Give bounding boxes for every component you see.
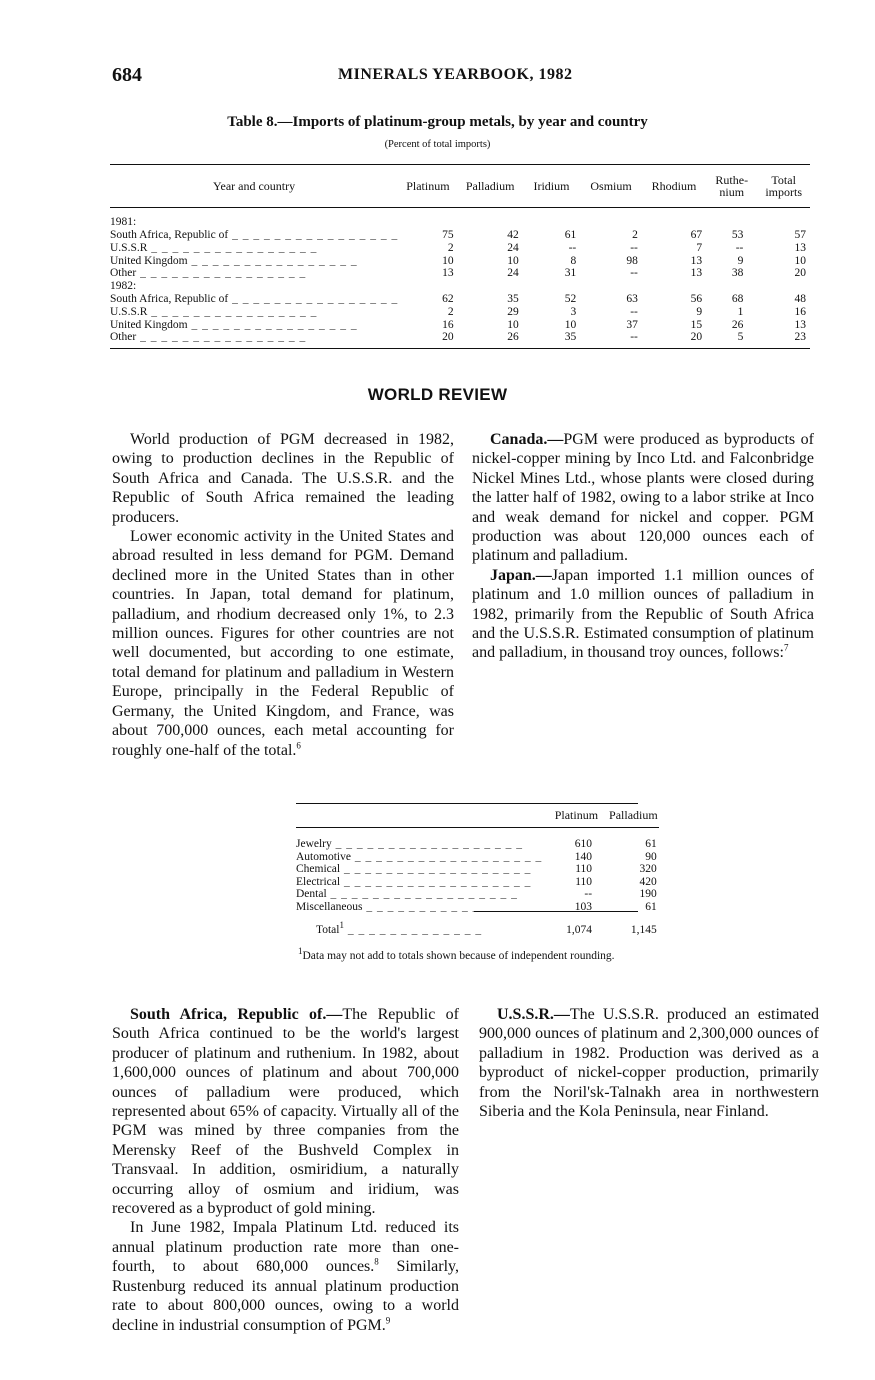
column-header-palladium: Palladium	[458, 165, 523, 208]
table-cell: 29	[507, 305, 519, 318]
table-row	[110, 293, 810, 306]
body-column-right-top	[472, 430, 814, 663]
country-label	[110, 267, 398, 280]
country-label	[110, 293, 398, 306]
table-cell: --	[735, 241, 744, 254]
table-cell	[706, 280, 757, 293]
column-header-iridium: Iridium	[523, 165, 581, 208]
total-palladium: 1,145	[630, 924, 657, 936]
table-cell: 15	[690, 318, 703, 331]
table-cell: 62	[442, 292, 454, 305]
palladium-cell: 90	[645, 850, 657, 863]
table-cell: 9	[737, 254, 744, 267]
row-label: Automotive	[296, 850, 351, 863]
table-cell: 13	[690, 267, 703, 280]
column-header-rhodium: Rhodium	[642, 165, 706, 208]
country-label	[110, 242, 398, 255]
impala-text: In June 1982, Impala Platinum Ltd. reduced its annual platinum production rate more than one-fourth, to about 680,000 ounces.	[112, 1219, 459, 1276]
table-cell	[642, 208, 706, 229]
table-cell: 37	[626, 318, 638, 331]
year-label	[110, 280, 398, 293]
table-cell: --	[568, 241, 577, 254]
table-cell: 10	[442, 254, 454, 267]
platinum-cell: 140	[574, 850, 593, 863]
leader-dots: _ _ _ _ _ _ _ _ _ _ _ _ _ _ _ _ _ _	[340, 875, 532, 888]
row-label: Jewelry	[296, 838, 332, 850]
column-header-ruthenium: Ruthe- nium	[706, 165, 757, 208]
japan-table-footnote	[298, 946, 638, 963]
table-cell: 13	[794, 318, 806, 331]
leader-dots: _ _ _ _ _ _ _ _ _ _ _ _ _ _ _ _	[187, 254, 358, 267]
running-title: MINERALS YEARBOOK, 1982	[338, 66, 573, 83]
table-row	[110, 229, 810, 242]
row-label: South Africa, Republic of	[110, 292, 229, 305]
table-cell: 16	[794, 305, 806, 318]
table-row	[110, 267, 810, 280]
row-label: United Kingdom	[110, 318, 188, 331]
table-cell: --	[630, 267, 638, 280]
row-label: Other	[110, 331, 137, 344]
row-label: U.S.S.R	[110, 305, 148, 318]
ussr-text: The U.S.S.R. produced an estimated 900,000 ounces of platinum and 2,300,000 ounces of palladium in 1982. Production was derived as a byproduct of nickel-copper production, primarily from the Noril'sk-Talnakh area in northwestern Siberia and the Kola Peninsula, near Finland.	[479, 1006, 819, 1121]
use-category-label	[296, 888, 554, 901]
japan-consumption-table	[296, 803, 658, 937]
table-cell: 35	[564, 331, 577, 344]
row-label: U.S.S.R	[110, 241, 148, 254]
table-cell: 31	[564, 267, 577, 280]
platinum-cell: 110	[575, 863, 593, 875]
japan-text: Japan imported 1.1 million ounces of platinum and 1.0 million ounces of palladium in 1982, primarily from the Republic of South Africa and the U.S.S.R. Estimated consumption of platinum and palladium, in thousand troy ounces, follows:	[472, 566, 814, 662]
total-footnote-ref: 1	[339, 920, 344, 931]
table-cell: 38	[731, 267, 744, 280]
country-label	[110, 306, 398, 319]
leader-dots: _ _ _ _ _ _ _ _ _ _ _ _ _ _ _ _	[187, 318, 358, 331]
leader-dots: _ _ _ _ _ _ _ _ _ _ _ _ _ _ _ _ _ _	[331, 838, 524, 850]
table-cell: 1	[737, 305, 744, 318]
column-header-year-country: Year and country	[110, 165, 398, 208]
japan-table-footnote-text: Data may not add to totals shown because of independent rounding.	[302, 950, 615, 962]
south-africa-text: The Republic of South Africa continued to be the world's largest producer of platinum and ruthenium. In 1982, about 1,600,000 ounces of platinum and about 700,000 ounces of palladium were produced, which represented about 65% of capacity. Virtually all of the PGM was mined by three companies from the Merensky Reef of the Bushveld Complex in Transvaal. In addition, osmiridium, a naturally occurring alloy of osmium and iridium, was recovered as a byproduct of gold mining.	[112, 1006, 460, 1218]
table-cell	[757, 280, 810, 293]
leader-dots: _ _ _ _ _ _ _ _ _ _ _ _ _ _ _ _ _ _	[340, 863, 532, 875]
table-cell: 42	[507, 228, 519, 241]
paragraph-demand-text: Lower economic activity in the United States and abroad resulted in less demand for PGM. Demand declined more in the United States than in other countries. In Japan, total demand for platinum, palladium, and rhodium decreased only 1%, to 2.3 million ounces. Figures for other countries are not well documented, but according to one estimate, total demand for platinum and palladium in Western Europe, principally in the Federal Republic of Germany, the United Kingdom, and France, was about 700,000 ounces, each metal accounting for roughly one-half of the total.	[112, 528, 454, 759]
row-label: Dental	[296, 888, 327, 900]
leader-dots: _ _ _ _ _ _ _ _ _ _ _ _ _ _ _ _	[147, 305, 318, 318]
table-cell	[458, 280, 523, 293]
use-category-label	[296, 863, 554, 876]
table-cell: 26	[507, 331, 519, 344]
table-row	[110, 331, 810, 348]
paragraph-japan	[472, 566, 814, 663]
footnote-ref-8: 8	[374, 1256, 379, 1267]
paragraph-world-production: World production of PGM decreased in 1982, owing to production declines in the Republic of South Africa and Canada. The U.S.S.R. and the Republic of South Africa remained the leading producers.	[112, 431, 454, 526]
column-header-total-imports: Total imports	[757, 165, 810, 208]
paragraph-demand	[112, 527, 454, 760]
table-cell: 20	[690, 331, 703, 344]
paragraph-ussr	[479, 1005, 819, 1121]
leader-dots: _ _ _ _ _ _ _ _ _ _ _ _ _ _ _ _	[136, 267, 307, 280]
leader-dots: _ _ _ _ _ _ _ _ _ _ _ _ _ _ _ _ _ _	[326, 888, 518, 900]
table-cell: 10	[507, 318, 519, 331]
table-row	[110, 254, 810, 267]
row-label: 1981:	[110, 216, 137, 229]
table-cell: 35	[507, 292, 519, 305]
leader-dots: _ _ _ _ _ _ _ _ _ _ _ _ _ _ _ _	[147, 241, 318, 254]
column-header-palladium: Palladium	[608, 804, 659, 828]
row-label: 1982:	[110, 280, 137, 293]
leader-dots: _ _ _ _ _ _ _ _ _ _ _ _ _ _ _ _	[228, 228, 399, 241]
table-cell: 13	[442, 267, 454, 280]
table-row	[296, 876, 659, 889]
table-cell	[580, 208, 642, 229]
table-8-header-row	[110, 165, 810, 208]
body-column-left-top	[112, 430, 454, 760]
table-row	[110, 242, 810, 255]
leader-dots: _ _ _ _ _ _ _ _ _ _ _ _ _ _ _ _ _ _	[350, 850, 543, 863]
country-label	[110, 318, 398, 331]
table-cell: 2	[447, 241, 454, 254]
year-label	[110, 208, 398, 229]
table-cell	[523, 280, 581, 293]
footnote-mark-1: 1	[298, 946, 303, 957]
leader-dots: _ _ _ _ _ _ _ _ _ _ _ _ _	[343, 924, 483, 936]
palladium-cell: 61	[645, 900, 657, 913]
table-cell: 13	[690, 254, 703, 267]
palladium-cell: 61	[645, 838, 657, 850]
table-cell	[398, 280, 457, 293]
column-header-osmium: Osmium	[580, 165, 642, 208]
palladium-cell: 190	[639, 888, 657, 900]
table-cell: 24	[507, 241, 519, 254]
table-cell: 23	[794, 331, 806, 344]
table-cell: 98	[626, 254, 638, 267]
country-label	[110, 331, 398, 348]
footnote-ref-6: 6	[296, 740, 301, 751]
table-cell	[757, 208, 810, 229]
table-cell: --	[630, 241, 638, 254]
table-cell: 63	[626, 292, 638, 305]
rustenburg-text: Similarly, Rustenburg reduced its annual platinum production rate to about 800,000 ounces, owing to a world decline in industrial consumption of PGM.	[112, 1258, 460, 1334]
table-row	[110, 306, 810, 319]
platinum-cell: --	[584, 888, 593, 900]
leader-dots: _ _ _ _ _ _ _ _ _ _ _ _ _ _ _ _ _ _	[362, 900, 554, 913]
table-row	[110, 318, 810, 331]
table-cell: 75	[442, 228, 454, 241]
table-cell: 57	[794, 228, 806, 241]
table-cell: 67	[690, 228, 703, 241]
table-cell	[580, 280, 642, 293]
table-cell: 16	[442, 318, 454, 331]
table-cell: 9	[696, 305, 703, 318]
japan-run-in-head: Japan.—	[490, 566, 552, 584]
canada-text: PGM were produced as byproducts of nickel-copper mining by Inco Ltd. and Falconbridge Nickel Mines Ltd., whose plants were closed during the latter half of 1982, owing to a labor strike at Inco and weak demand for nickel and copper. PGM production was about 120,000 ounces each of platinum and palladium.	[472, 431, 814, 565]
page-number: 684	[112, 64, 142, 86]
palladium-cell: 320	[639, 863, 657, 875]
row-label: Electrical	[296, 875, 341, 888]
paragraph-south-africa	[112, 1005, 459, 1218]
table-row	[296, 863, 659, 876]
use-category-label	[296, 828, 554, 851]
footnote-ref-7: 7	[783, 643, 789, 654]
footnote-ref-9: 9	[385, 1315, 391, 1326]
table-cell	[523, 208, 581, 229]
table-cell: --	[630, 331, 638, 344]
table-8-subtitle: (Percent of total imports)	[384, 139, 491, 150]
table-cell: 13	[794, 241, 806, 254]
table-cell: 53	[731, 228, 744, 241]
table-cell: 56	[690, 292, 703, 305]
table-cell	[398, 208, 457, 229]
table-cell: 7	[696, 241, 703, 254]
table-cell: 68	[731, 292, 744, 305]
japan-table-stub-header	[296, 804, 554, 828]
table-cell: 48	[794, 292, 806, 305]
country-label	[110, 254, 398, 267]
column-header-platinum: Platinum	[554, 804, 608, 828]
table-row	[110, 208, 810, 229]
table-cell: 61	[564, 228, 577, 241]
total-row	[296, 914, 659, 937]
table-cell	[458, 208, 523, 229]
table-row	[110, 280, 810, 293]
table-cell: 8	[570, 254, 577, 267]
palladium-cell: 420	[639, 875, 657, 888]
table-cell: 5	[737, 331, 744, 344]
row-label: South Africa, Republic of	[110, 228, 229, 241]
row-label: United Kingdom	[110, 254, 188, 267]
total-label: Total	[316, 924, 340, 936]
total-label-cell	[296, 914, 554, 937]
leader-dots: _ _ _ _ _ _ _ _ _ _ _ _ _ _ _ _	[136, 331, 307, 344]
paragraph-impala	[112, 1218, 459, 1334]
use-category-label	[296, 876, 554, 889]
canada-run-in-head: Canada.—	[490, 431, 564, 448]
table-cell: 20	[794, 267, 806, 280]
leader-dots: _ _ _ _ _ _ _ _ _ _ _ _ _ _ _ _	[228, 292, 399, 305]
body-column-right-bottom	[479, 1005, 819, 1121]
table-cell: 10	[507, 254, 519, 267]
table-cell: 10	[794, 254, 806, 267]
table-cell: 52	[564, 292, 577, 305]
table-cell: 10	[564, 318, 577, 331]
column-header-platinum: Platinum	[398, 165, 457, 208]
south-africa-run-in-head: South Africa, Republic of.—	[130, 1006, 343, 1023]
table-cell: 2	[447, 305, 454, 318]
table-cell: 20	[442, 331, 454, 344]
row-label: Chemical	[296, 863, 341, 875]
paragraph-canada	[472, 430, 814, 566]
table-cell	[642, 280, 706, 293]
total-rule	[474, 911, 638, 912]
table-cell: --	[630, 305, 638, 318]
table-8	[110, 164, 810, 349]
table-cell	[706, 208, 757, 229]
table-cell: 2	[632, 228, 638, 241]
row-label: Other	[110, 267, 137, 280]
row-label: Miscellaneous	[296, 900, 363, 913]
table-cell: 3	[570, 305, 577, 318]
platinum-cell: 110	[575, 875, 593, 888]
platinum-cell: 610	[574, 838, 593, 850]
table-cell: 24	[507, 267, 519, 280]
table-cell: 26	[731, 318, 744, 331]
table-8-title: Table 8.—Imports of platinum-group metals, by year and country	[227, 114, 648, 130]
body-column-left-bottom	[112, 1005, 459, 1335]
country-label	[110, 229, 398, 242]
section-heading: WORLD REVIEW	[367, 385, 508, 404]
ussr-run-in-head: U.S.S.R.—	[497, 1006, 570, 1023]
table-row	[296, 828, 659, 851]
use-category-label	[296, 851, 554, 864]
japan-table-header-row	[296, 804, 659, 828]
table-row	[296, 851, 659, 864]
table-row	[296, 888, 659, 901]
total-platinum: 1,074	[566, 924, 593, 936]
platinum-cell: 103	[574, 900, 593, 913]
